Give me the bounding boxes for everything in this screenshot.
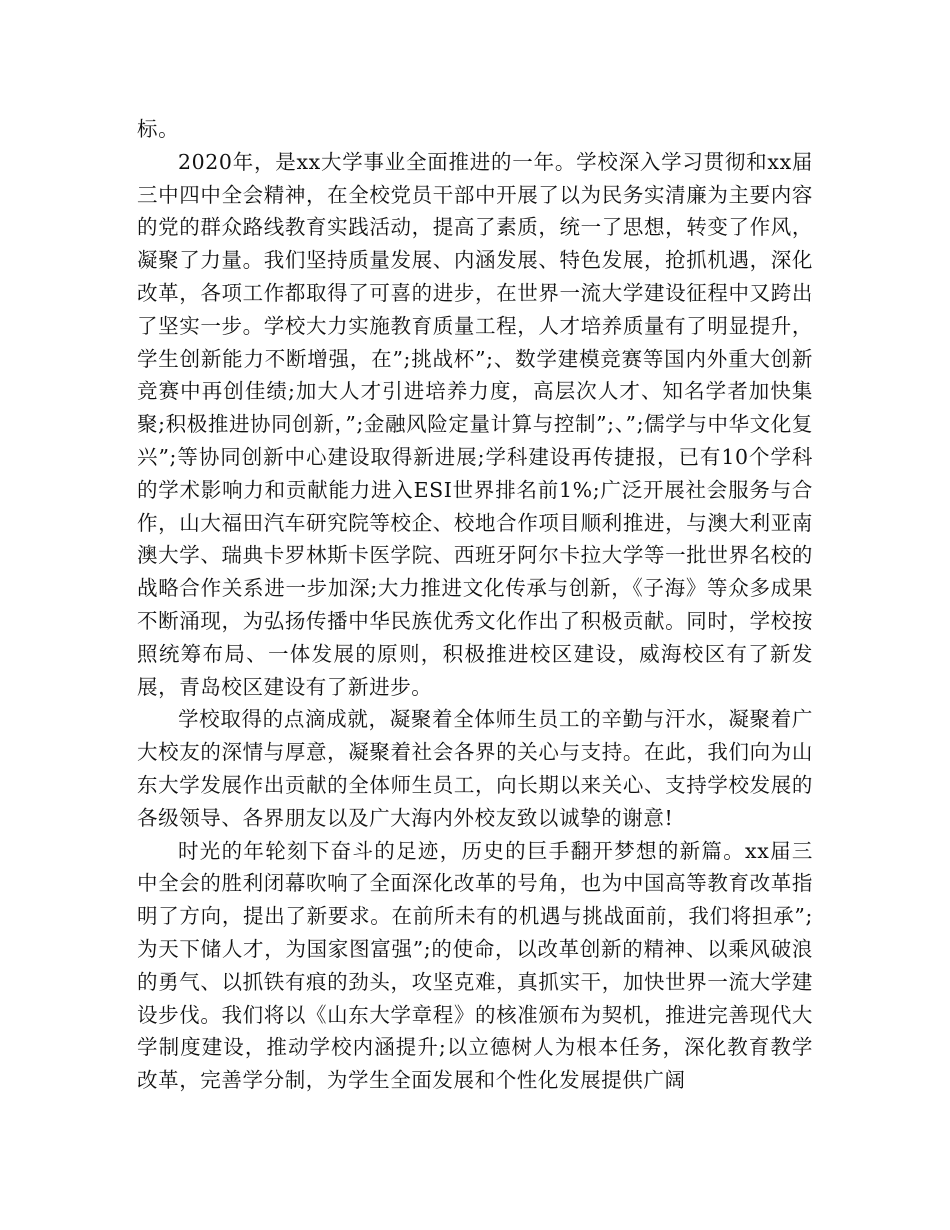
paragraph-gratitude: 学校取得的点滴成就，凝聚着全体师生员工的辛勤与汗水，凝聚着广大校友的深情与厚意，凝聚着社会各界的关心与支持。在此，我们向为山东大学发展作出贡献的全体师生员工，向长期以来关心、支持学校发展的各级领导、各界朋友以及广大海内外校友致以诚挚的谢意! [137, 707, 813, 830]
document-body [137, 113, 813, 1097]
paragraph-continued: 标。 [137, 117, 180, 141]
paragraph-2020-review: 2020年，是xx大学事业全面推进的一年。学校深入学习贯彻和xx届三中四中全会精神，在全校党员干部中开展了以为民务实清廉为主要内容的党的群众路线教育实践活动，提高了素质，统一了思想，转变了作风，凝聚了力量。我们坚持质量发展、内涵发展、特色发展，抢抓机遇，深化改革，各项工作都取得了可喜的进步，在世界一流大学建设征程中又跨出了坚实一步。学校大力实施教育质量工程，人才培养质量有了明显提升，学生创新能力不断增强，在”;挑战杯”;、数学建模竞赛等国内外重大创新竞赛中再创佳绩;加大人才引进培养力度，高层次人才、知名学者加快集聚;积极推进协同创新，”;金融风险定量计算与控制”;、”;儒学与中华文化复兴”;等协同创新中心建设取得新进展;学科建设再传捷报，已有10个学科的学术影响力和贡献能力进入ESI世界排名前1%;广泛开展社会服务与合作，山大福田汽车研究院等校企、校地合作项目顺利推进，与澳大利亚南澳大学、瑞典卡罗林斯卡医学院、西班牙阿尔卡拉大学等一批世界名校的战略合作关系进一步加深;大力推进文化传承与创新，《子海》等众多成果不断涌现，为弘扬传播中华民族优秀文化作出了积极贡献。同时，学校按照统筹布局、一体发展的原则，积极推进校区建设，威海校区有了新发展，青岛校区建设有了新进步。 [137, 149, 813, 699]
paragraph-future-plan: 时光的年轮刻下奋斗的足迹，历史的巨手翻开梦想的新篇。xx届三中全会的胜利闭幕吹响了全面深化改革的号角，也为中国高等教育改革指明了方向，提出了新要求。在前所未有的机遇与挑战面前，我们将担承”;为天下储人才，为国家图富强”;的使命，以改革创新的精神、以乘风破浪的勇气、以抓铁有痕的劲头，攻坚克难，真抓实干，加快世界一流大学建设步伐。我们将以《山东大学章程》的核准颁布为契机，推进完善现代大学制度建设，推动学校内涵提升;以立德树人为根本任务，深化教育教学改革，完善学分制，为学生全面发展和个性化发展提供广阔 [137, 838, 813, 1093]
